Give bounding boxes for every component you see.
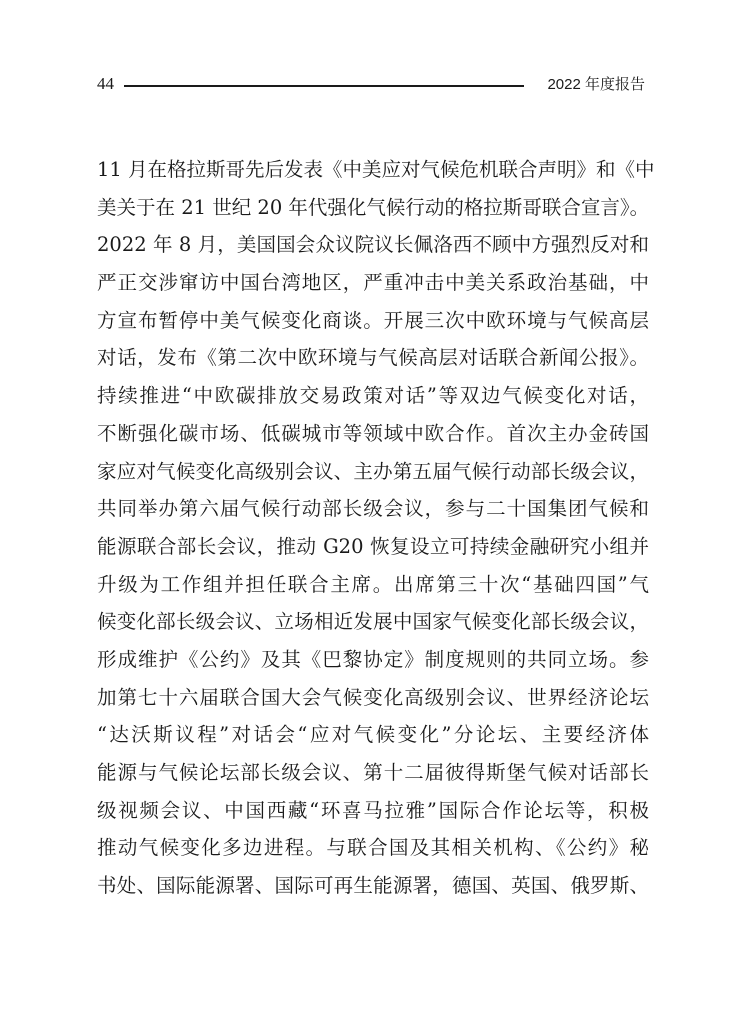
header-rule [124,85,524,87]
text-line: 推动气候变化多边进程。与联合国及其相关机构、《公约》秘 [97,836,649,860]
text-line: 能源联合部长会议，推动 G20 恢复设立可持续金融研究小组并 [97,534,649,558]
text-line: 方宣布暂停中美气候变化商谈。开展三次中欧环境与气候高层 [97,308,649,332]
page-number: 44 [97,74,114,93]
text-line: 2022 年 8 月，美国国会众议院议长佩洛西不顾中方强烈反对和 [97,233,649,257]
text-line: 加第七十六届联合国大会气候变化高级别会议、世界经济论坛 [97,685,649,709]
text-line: 持续推进“中欧碳排放交易政策对话”等双边气候变化对话， [97,384,649,408]
body-paragraph [97,151,655,905]
text-line: 不断强化碳市场、低碳城市等领域中欧合作。首次主办金砖国 [97,421,649,445]
page-header [97,72,645,100]
report-title: 2022 年度报告 [547,76,645,93]
text-line: 对话，发布《第二次中欧环境与气候高层对话联合新闻公报》。 [97,346,649,370]
text-line: 严正交涉窜访中国台湾地区，严重冲击中美关系政治基础，中 [97,271,649,295]
text-line: 能源与气候论坛部长级会议、第十二届彼得斯堡气候对话部长 [97,761,649,784]
text-line: 11 月在格拉斯哥先后发表《中美应对气候危机联合声明》和《中 [97,158,655,181]
text-line: 形成维护《公约》及其《巴黎协定》制度规则的共同立场。参 [97,647,649,671]
text-line: 家应对气候变化高级别会议、主办第五届气候行动部长级会议， [97,459,649,483]
text-line: 升级为工作组并担任联合主席。出席第三十次“基础四国”气 [97,572,649,596]
text-line: 美关于在 21 世纪 20 年代强化气候行动的格拉斯哥联合宣言》。 [97,195,650,219]
text-line: 候变化部长级会议、立场相近发展中国家气候变化部长级会议， [97,610,649,634]
text-line: 书处、国际能源署、国际可再生能源署，德国、英国、俄罗斯、 [97,874,649,898]
text-line: “达沃斯议程”对话会“应对气候变化”分论坛、主要经济体 [97,723,649,747]
text-line: 级视频会议、中国西藏“环喜马拉雅”国际合作论坛等，积极 [97,798,649,822]
text-line: 共同举办第六届气候行动部长级会议，参与二十国集团气候和 [97,497,649,521]
